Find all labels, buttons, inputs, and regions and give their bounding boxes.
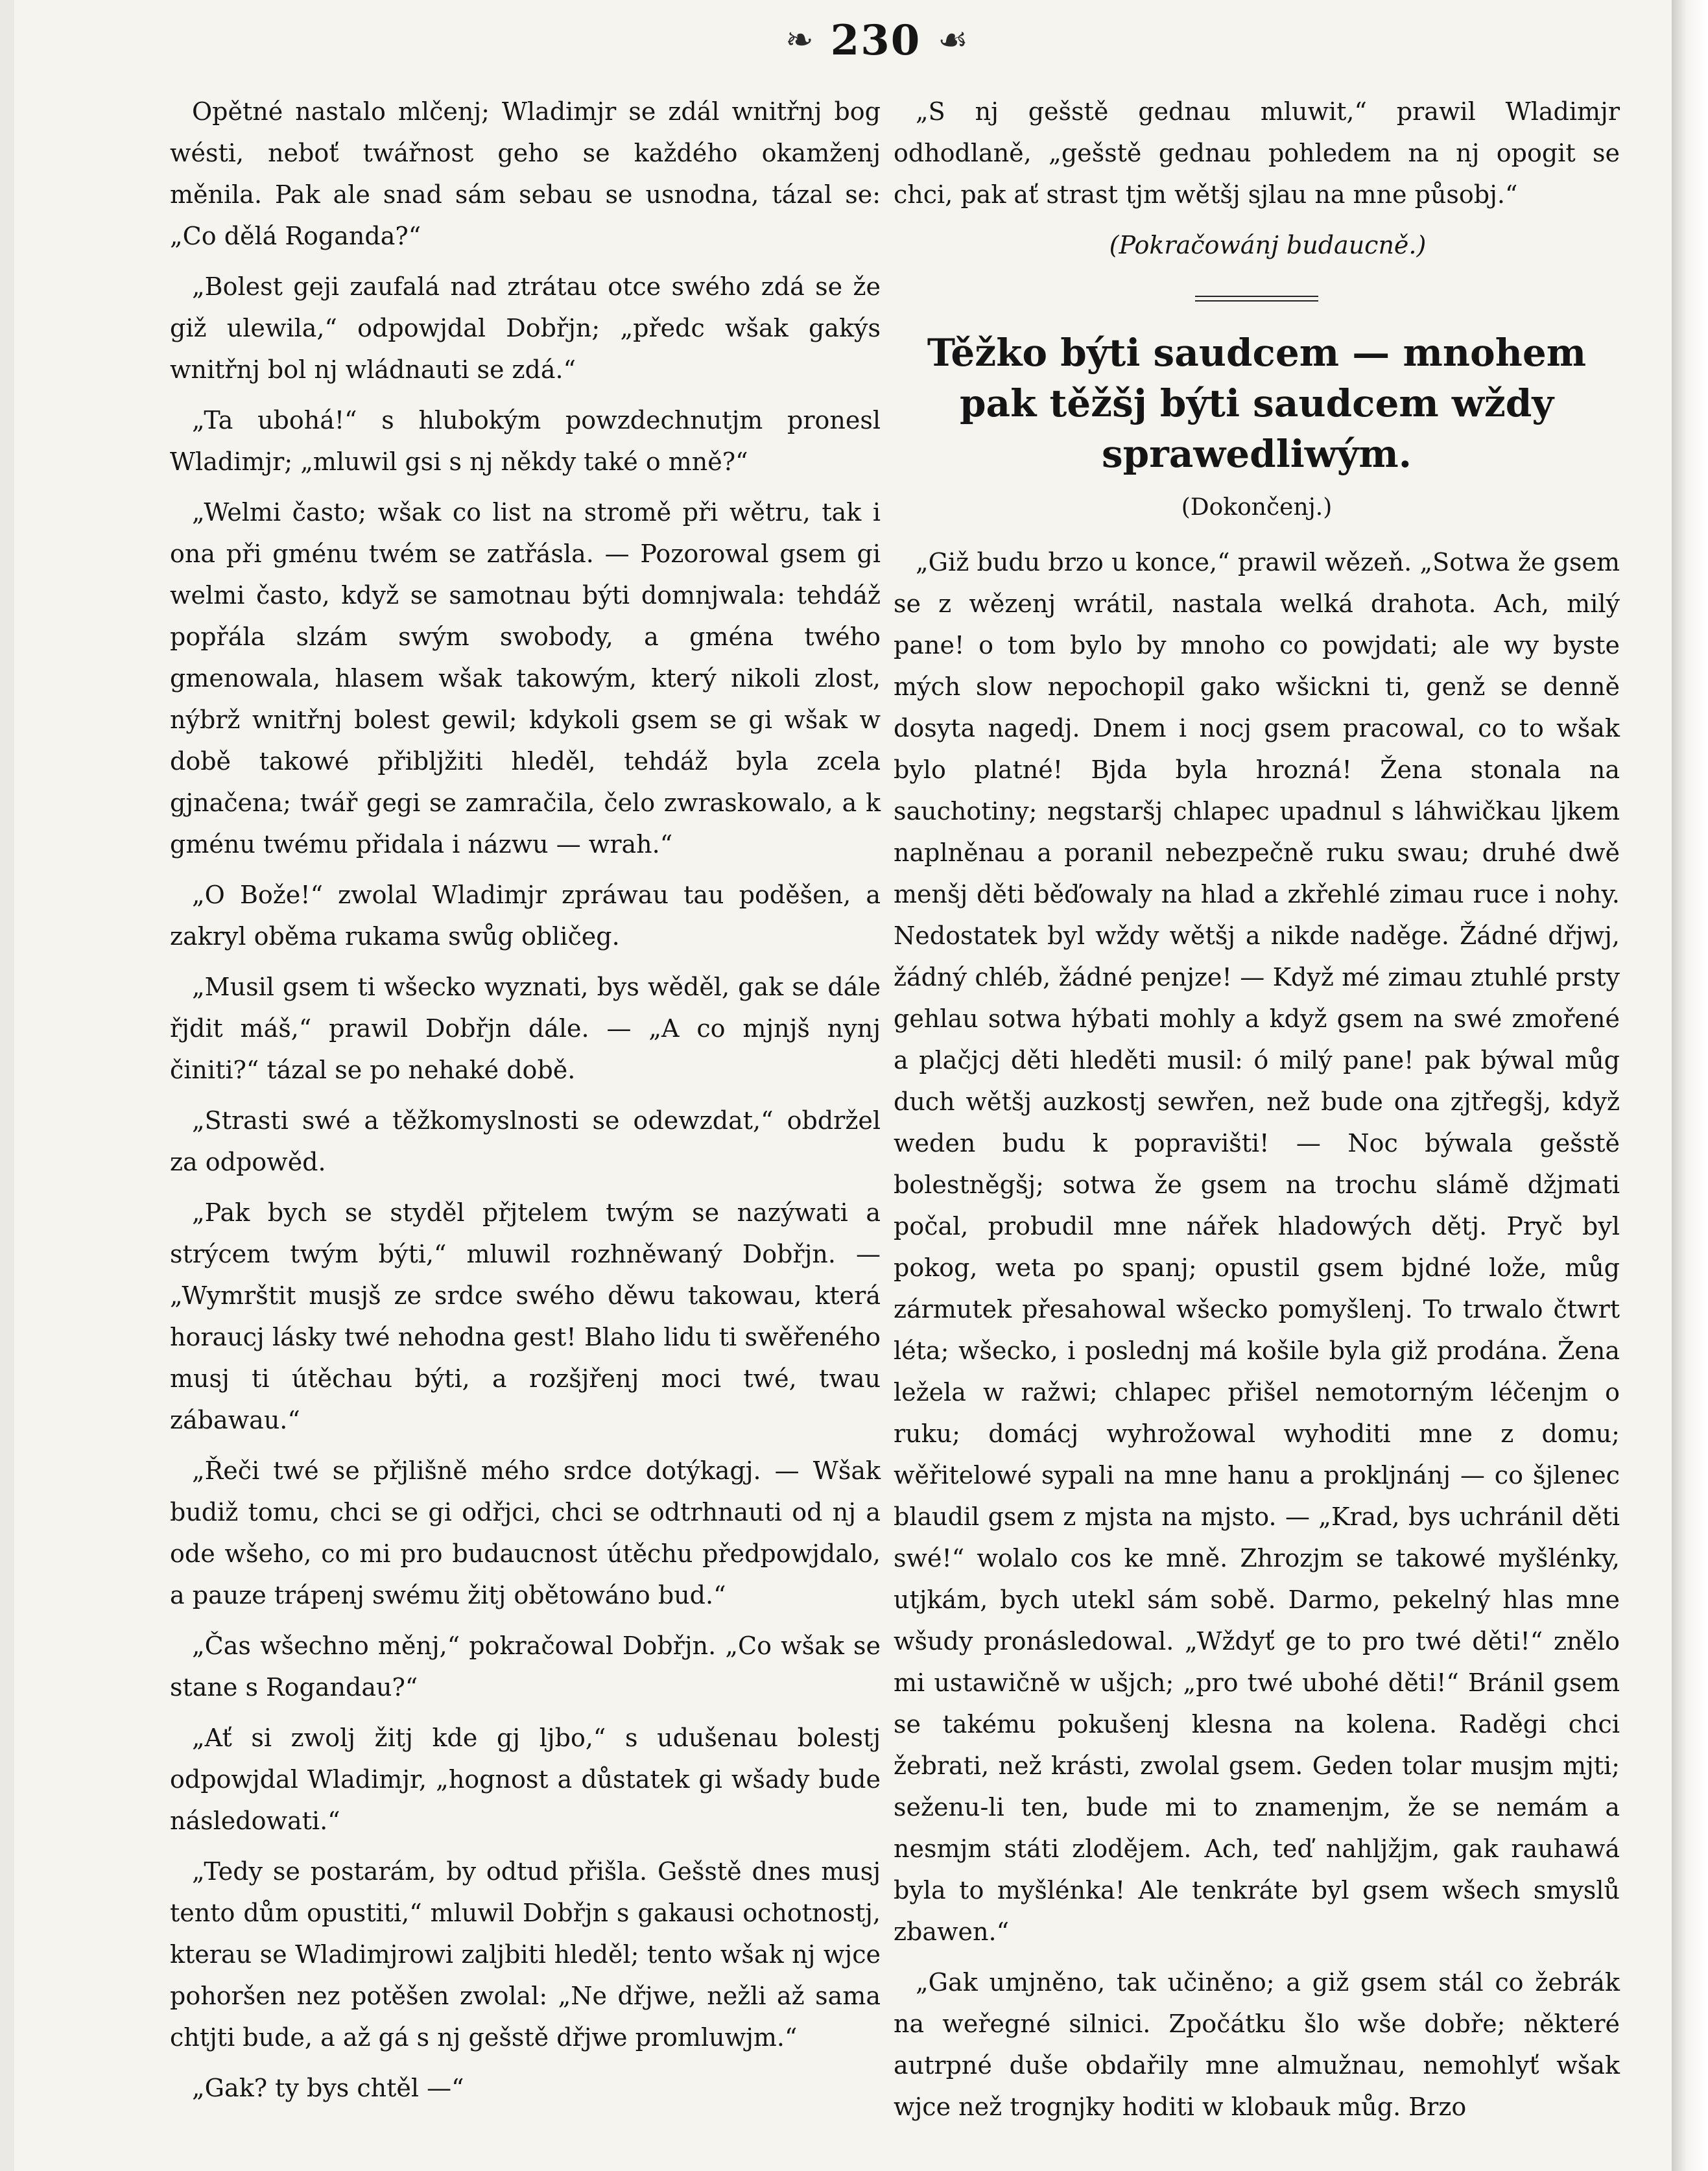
- paragraph: „Ať si zwolj žitj kde gj ljbo,“ s udušenau bolestj odpowjdal Wladimjr, „hognost a důstatek gi wšady bude následowati.“: [170, 1724, 881, 1835]
- article-subtitle: (Dokončenj.): [1181, 494, 1333, 521]
- page-edge: [1672, 0, 1708, 2171]
- right-column: [894, 91, 1620, 2137]
- page-header: [741, 14, 1013, 66]
- paragraph: „Tedy se postarám, by odtud přišla. Gešstě dnes musj tento dům opustiti,“ mluwil Dobřjn s gakausi ochotnostj, kterau se Wladimjrowi zaljbiti hleděl; tento wšak nj wjce pohoršen nez potěšen zwolal: „Ne dřjwe, nežli až sama chtjti bude, a až gá s nj gešstě dřjwe promluwjm.“: [170, 1857, 881, 2052]
- paragraph: „Strasti swé a těžkomyslnosti se odewzdat,“ obdržel za odpowěd.: [170, 1106, 881, 1176]
- paragraph: „Giž budu brzo u konce,“ prawil wězeň. „Sotwa že gsem se z wězenj wrátil, nastala welká drahota. Ach, milý pane! o tom bylo by mnoho co powjdati; ale wy byste mých slow nepochopil gako wšickni ti, genž se denně dosyta nagedj. Dnem i nocj gsem pracowal, co to wšak bylo platné! Bjda byla hrozná! Žena stonala na sauchotiny; negstaršj chlapec upadnul s láhwičkau ljkem naplněnau a poranil nebezpečně ruku swau; druhé dwě menšj děti běďowaly na hlad a zkřehlé zimau ruce i nohy. Nedostatek byl wždy wětšj a nikde naděge. Žádné dřjwj, žádný chléb, žádné penjze! — Když mé zimau ztuhlé prsty gehlau sotwa hýbati mohly a když gsem na swé zmořené a plačjcj děti hleděti musil: ó milý pane! pak býwal můg duch wětšj auzkostj sewřen, než bude ona zjtřegšj, když weden budu k popravišti! — Noc býwala gešstě bolestněgšj; sotwa že gsem na trochu slámě džjmati počal, probudil mne nářek hladowých dětj. Pryč byl pokog, weta po spanj; opustil gsem bjdné lože, můg zármutek přesahowal wšecko pomyšlenj. To trwalo čtwrt léta; wšecko, i poslednj má košile byla giž prodána. Žena ležela w ražwi; chlapec přišel nemotorným léčenjm o ruku; domácj wyhrožowal wyhoditi mne z domu; wěřitelowé sypali na mne hanu a proklјnánj — co šjlenec blaudil gsem z mjsta na mjsto. — „Krad, bys uchránil děti swé!“ wolalo cos ke mně. Zhrozjm se takowé myšlénky, utjkám, bych utekl sám sobě. Darmo, pekelný hlas mne wšudy pronásledowal. „Wždyť ge to pro twé děti!“ znělo mi ustawičně w ušjch; „pro twé ubohé děti!“ Bránil gsem se takému pokušenj klesna na kolena. Raděgi chci žebrati, než krásti, zwolal gsem. Geden tolar musjm mjti; seženu-li ten, bude mi to znamenjm, že se nemám a nesmjm státi zlodějem. Ach, teď nahljžjm, gak rauhawá byla to myšlénka! Ale tenkráte byl gsem wšech smyslů zbawen.“: [894, 548, 1620, 1946]
- continued-note: (Pokračowánj budaucně.): [1109, 231, 1427, 259]
- paragraph: „O Bože!“ zwolal Wladimjr zpráwau tau poděšen, a zakryl oběma rukama swůg obličeg.: [170, 881, 881, 951]
- paragraph: „S nj gešstě gednau mluwit,“ prawil Wladimjr odhodlaně, „gešstě gednau pohledem na nj opogit se chci, pak ať strast tjm wětšj sjlau na mne působj.“: [894, 97, 1620, 209]
- article-title: Těžko býti saudcem — mnohem pak těžšj býti saudcem wždy sprawedliwým.: [927, 331, 1587, 476]
- paragraph: „Čas wšechno měnj,“ pokračowal Dobřjn. „Co wšak se stane s Rogandau?“: [170, 1631, 881, 1702]
- paragraph: „Gak? ty bys chtěl —“: [192, 2074, 464, 2102]
- ornament-left-icon: ❧: [785, 21, 814, 60]
- paragraph: „Bolest geji zaufalá nad ztrátau otce swého zdá se že giž ulewila,“ odpowjdal Dobřjn; „předc wšak gakýs wnitřnj bol nj wládnauti se zdá.“: [170, 272, 881, 384]
- page-number: 230: [830, 16, 921, 65]
- paragraph: „Musil gsem ti wšecko wyznati, bys wěděl, gak se dále řjdit máš,“ prawil Dobřjn dále. — „A co mjnjš nynj činiti?“ tázal se po nehaké době.: [170, 973, 881, 1084]
- paragraph: „Welmi často; wšak co list na stromě při wětru, tak i ona při gménu twém se zatřásla. — Pozorowal gsem gi welmi často, když se samotnau býti domnjwala: tehdáž popřála slzám swým swobody, a gména twého gmenowala, hlasem wšak takowým, který nikoli zlost, nýbrž wnitřnj bolest gewil; kdykoli gsem se gi wšak w době takowé přiblјžiti hleděl, tehdáž byla zcela gjnačena; twář gegi se zamračila, čelo zwraskowalo, a k gménu twému přidala i názwu — wrah.“: [170, 498, 881, 859]
- divider: [1195, 296, 1318, 302]
- left-column: [170, 91, 881, 2118]
- ornament-right-icon: ☙: [938, 21, 968, 60]
- paragraph: „Gak umjněno, tak učiněno; a giž gsem stál co žebrák na weřegné silnici. Zpočátku šlo wše dobře; některé autrpné duše obdařily mne almužnau, nemohlyť wšak wjce než trognjky hoditi w klobauk můg. Brzo: [894, 1968, 1620, 2121]
- paragraph: „Řeči twé se přjlišně mého srdce dotýkagj. — Wšak budiž tomu, chci se gi odřjci, chci se odtrhnauti od nj a ode wšeho, co mi pro budaucnost útěchu předpowjdalo, a pauze trápenj swému žitj obětowáno bud.“: [170, 1456, 881, 1609]
- paragraph: Opětné nastalo mlčenj; Wladimjr se zdál wnitřnj bog wésti, neboť twářnost geho se každého okamženj měnila. Pak ale snad sám sebau se usnodna, tázal se: „Co dělá Rogandа?“: [170, 97, 881, 250]
- paragraph: „Pak bych se styděl přjtelem twým se nazýwati a strýcem twým býti,“ mluwil rozhněwaný Dobřjn. — „Wymrštit musjš ze srdce swého děwu takowau, která horaucj lásky twé nehodna gest! Blaho lidu ti swěřeného musj ti útěchau býti, a rozšjřenj moci twé, twau zábawau.“: [170, 1198, 881, 1434]
- newspaper-page: [14, 0, 1695, 2171]
- paragraph: „Ta ubohá!“ s hlubokým powzdechnutjm pronesl Wladimjr; „mluwil gsi s nj někdy také o mně?“: [170, 406, 881, 476]
